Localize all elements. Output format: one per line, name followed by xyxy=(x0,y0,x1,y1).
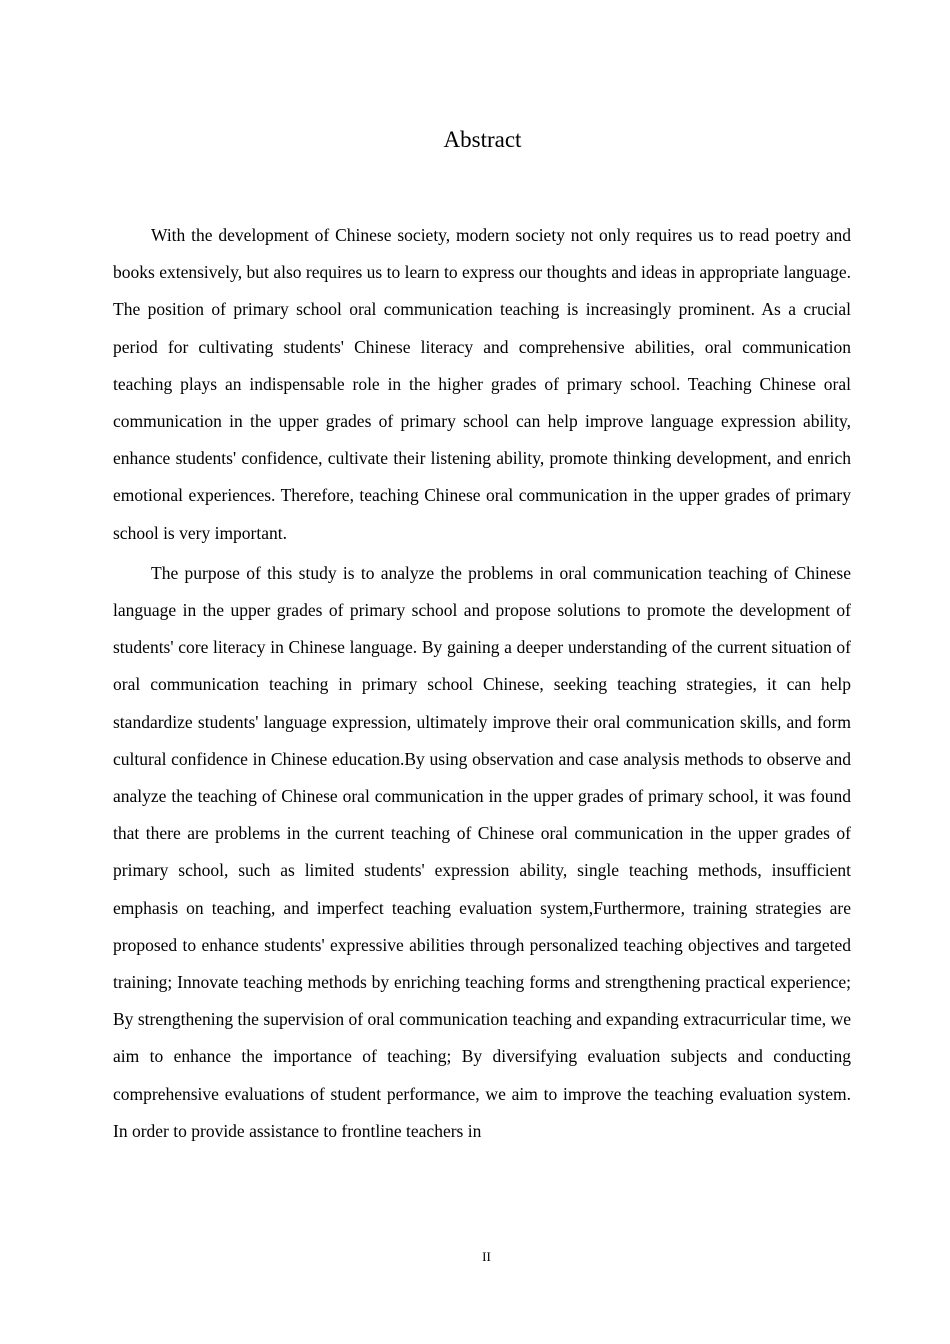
abstract-paragraph-1: With the development of Chinese society, modern society not only requires us to read poetry and books extensively, but also requires us to learn to express our thoughts and ideas in appropriate language. The position of primary school oral communication teaching is increasingly prominent. As a crucial period for cultivating students' Chinese literacy and comprehensive abilities, oral communication teaching plays an indispensable role in the higher grades of primary school. Teaching Chinese oral communication in the upper grades of primary school can help improve language expression ability, enhance students' confidence, cultivate their listening ability, promote thinking development, and enrich emotional experiences. Therefore, teaching Chinese oral communication in the upper grades of primary school is very important. xyxy=(113,225,851,543)
page-number: II xyxy=(482,1249,491,1264)
abstract-body xyxy=(113,217,851,1150)
page-title: Abstract xyxy=(443,127,522,152)
abstract-paragraph-2: The purpose of this study is to analyze the problems in oral communication teaching of Chinese language in the upper grades of primary school and propose solutions to promote the development of students' core literacy in Chinese language. By gaining a deeper understanding of the current situation of oral communication teaching in primary school Chinese, seeking teaching strategies, it can help standardize students' language expression, ultimately improve their oral communication skills, and form cultural confidence in Chinese education.By using observation and case analysis methods to observe and analyze the teaching of Chinese oral communication in the upper grades of primary school, it was found that there are problems in the current teaching of Chinese oral communication in the upper grades of primary school, such as limited students' expression ability, single teaching methods, insufficient emphasis on teaching, and imperfect teaching evaluation system,Furthermore, training strategies are proposed to enhance students' expressive abilities through personalized teaching objectives and targeted training; Innovate teaching methods by enriching teaching forms and strengthening practical experience; By strengthening the supervision of oral communication teaching and expanding extracurricular time, we aim to enhance the importance of teaching; By diversifying evaluation subjects and conducting comprehensive evaluations of student performance, we aim to improve the teaching evaluation system. In order to provide assistance to frontline teachers in xyxy=(113,562,851,1141)
